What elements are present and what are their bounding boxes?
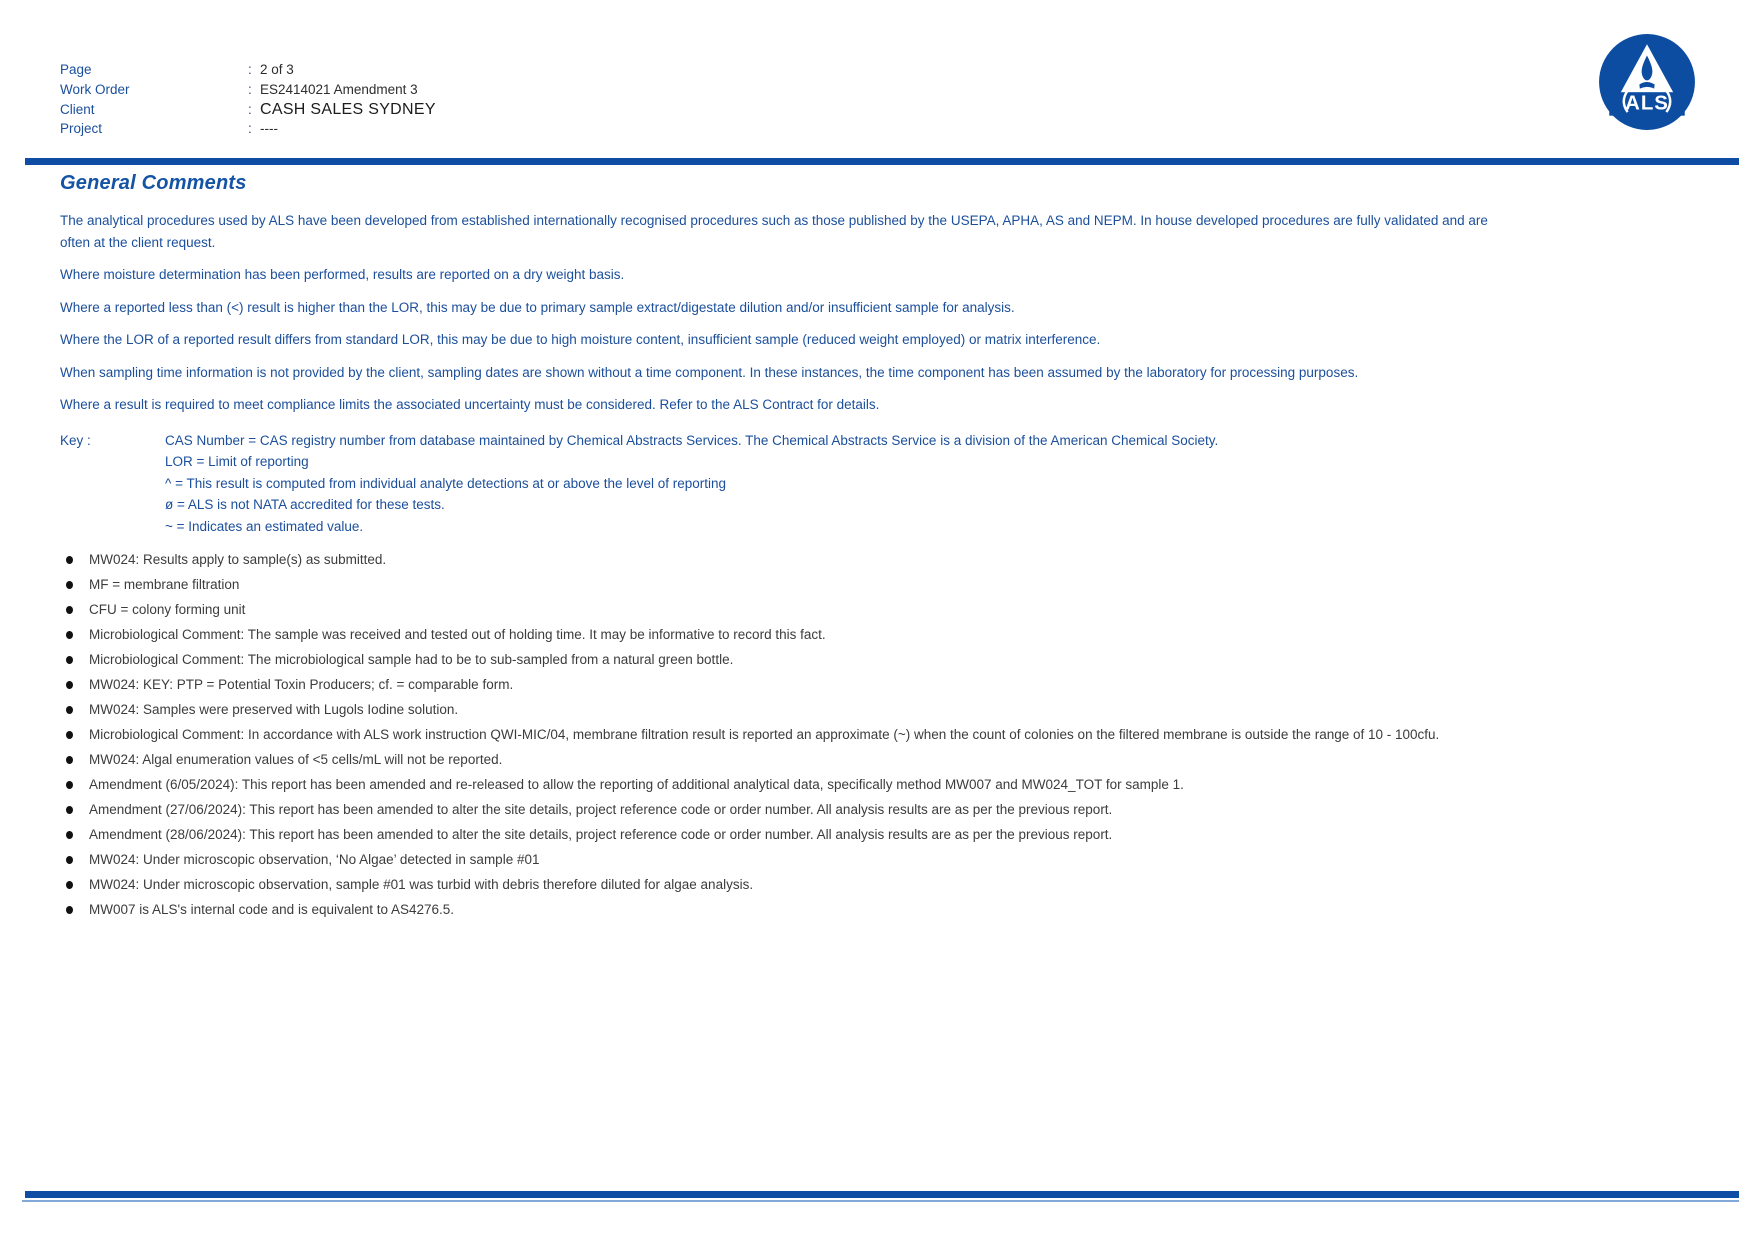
header-row-label: Project [60,120,103,136]
footer-divider-light-bar [22,1200,1739,1202]
bullet-dot-icon [66,731,73,739]
header-row-value: ES2414021 Amendment 3 [260,81,418,97]
header-divider-bar [25,158,1739,165]
list-item [60,774,1508,796]
key-entry: CAS Number = CAS registry number from database maintained by Chemical Abstracts Services. The Chemical Abstracts Service is a division of the American Chemical Society. [165,432,1219,448]
key-entry: ~ = Indicates an estimated value. [165,518,364,534]
comment-paragraph: Where moisture determination has been performed, results are reported on a dry weight basis. [60,267,625,282]
section-title: General Comments [60,172,247,194]
header-row-value: 2 of 3 [260,62,294,77]
header-row [60,82,436,102]
header-row-colon: : [248,62,252,77]
list-item [60,699,1508,721]
bullet-text: MW024: Samples were preserved with Lugols Iodine solution. [89,702,459,717]
key-entry: LOR = Limit of reporting [165,454,309,469]
footer-divider-bar [25,1191,1739,1198]
bullet-text: Amendment (27/06/2024): This report has been amended to alter the site details, project reference code or order number. All analysis results are as per the previous report. [89,802,1113,817]
bullet-dot-icon [66,881,73,889]
bullet-text: Amendment (28/06/2024): This report has been amended to alter the site details, project reference code or order number. All analysis results are as per the previous report. [89,827,1113,842]
bullet-dot-icon [66,656,73,664]
bullet-text: MW024: Under microscopic observation, sample #01 was turbid with debris therefore diluted for algae analysis. [89,877,754,892]
comment-bullet-list [60,549,1508,921]
key-entries [165,430,1218,538]
bullet-dot-icon [66,781,73,789]
bullet-text: Microbiological Comment: In accordance with ALS work instruction QWI-MIC/04, membrane filtration result is reported an approximate (~) when the count of colonies on the filtered membrane is outside the range of 10 - 100cfu. [89,727,1440,742]
bullet-text: MW024: Under microscopic observation, ‘No Algae’ detected in sample #01 [89,852,540,867]
list-item [60,824,1508,846]
bullet-text: MW024: KEY: PTP = Potential Toxin Producers; cf. = comparable form. [89,677,514,692]
comment-paragraph: When sampling time information is not provided by the client, sampling dates are shown without a time component. In these instances, the time component has been assumed by the laboratory for processing purposes. [60,364,1359,380]
header-row [60,101,436,121]
comment-paragraph: Where the LOR of a reported result differs from standard LOR, this may be due to high moisture content, insufficient sample (reduced weight employed) or matrix interference. [60,332,1101,347]
bullet-dot-icon [66,706,73,714]
header-row-label: Client [60,102,95,117]
bullet-dot-icon [66,806,73,814]
list-item [60,649,1508,671]
list-item [60,674,1508,696]
comment-paragraphs [60,210,1508,416]
header-row-value: CASH SALES SYDNEY [260,101,436,118]
header-row-label: Work Order [60,81,130,97]
list-item [60,574,1508,596]
comment-paragraph: Where a reported less than (<) result is higher than the LOR, this may be due to primary sample extract/digestate dilution and/or insufficient sample for analysis. [60,299,1015,315]
bullet-dot-icon [66,556,73,564]
key-entry: ^ = This result is computed from individual analyte detections at or above the level of reporting [165,475,727,491]
list-item [60,874,1508,896]
header-row-label: Page [60,62,92,77]
list-item [60,724,1508,746]
bullet-text: MF = membrane filtration [89,577,240,592]
bullet-dot-icon [66,831,73,839]
comment-paragraph: The analytical procedures used by ALS have been developed from established internationally recognised procedures such as those published by the USEPA, APHA, AS and NEPM. In house developed procedures are fully validated and are often at the client request. [60,213,1488,250]
bullet-text: MW024: Algal enumeration values of <5 cells/mL will not be reported. [89,752,503,767]
bullet-text: Microbiological Comment: The microbiological sample had to be to sub-sampled from a natural green bottle. [89,652,734,667]
logo-text: ALS [1625,92,1669,115]
list-item [60,624,1508,646]
list-item [60,749,1508,771]
bullet-dot-icon [66,856,73,864]
key-block [60,430,1508,538]
comment-paragraph: Where a result is required to meet compliance limits the associated uncertainty must be considered. Refer to the ALS Contract for details. [60,397,880,412]
bullet-dot-icon [66,756,73,764]
list-item [60,599,1508,621]
key-label: Key : [60,432,91,448]
list-item [60,549,1508,571]
bullet-text: MW007 is ALS's internal code and is equivalent to AS4276.5. [89,902,455,917]
bullet-text: CFU = colony forming unit [89,602,246,617]
bullet-text: Amendment (6/05/2024): This report has been amended and re-released to allow the reporting of additional analytical data, specifically method MW007 and MW024_TOT for sample 1. [89,777,1184,792]
header-row-colon: : [248,120,252,136]
bullet-text: Microbiological Comment: The sample was received and tested out of holding time. It may be informative to record this fact. [89,627,826,642]
bullet-dot-icon [66,906,73,914]
list-item [60,899,1508,921]
bullet-dot-icon [66,681,73,689]
header-row [60,62,436,82]
general-comments-section [60,172,1508,924]
header-row-colon: : [248,102,252,117]
key-entry: ø = ALS is not NATA accredited for these tests. [165,497,445,512]
list-item [60,849,1508,871]
header-row-colon: : [248,81,252,97]
bullet-dot-icon [66,631,73,639]
bullet-dot-icon [66,581,73,589]
header-row [60,121,436,141]
list-item [60,799,1508,821]
als-logo [1596,31,1698,133]
header-info-table [60,62,436,140]
bullet-dot-icon [66,606,73,614]
header-row-value: ---- [260,120,278,136]
bullet-text: MW024: Results apply to sample(s) as submitted. [89,552,387,567]
